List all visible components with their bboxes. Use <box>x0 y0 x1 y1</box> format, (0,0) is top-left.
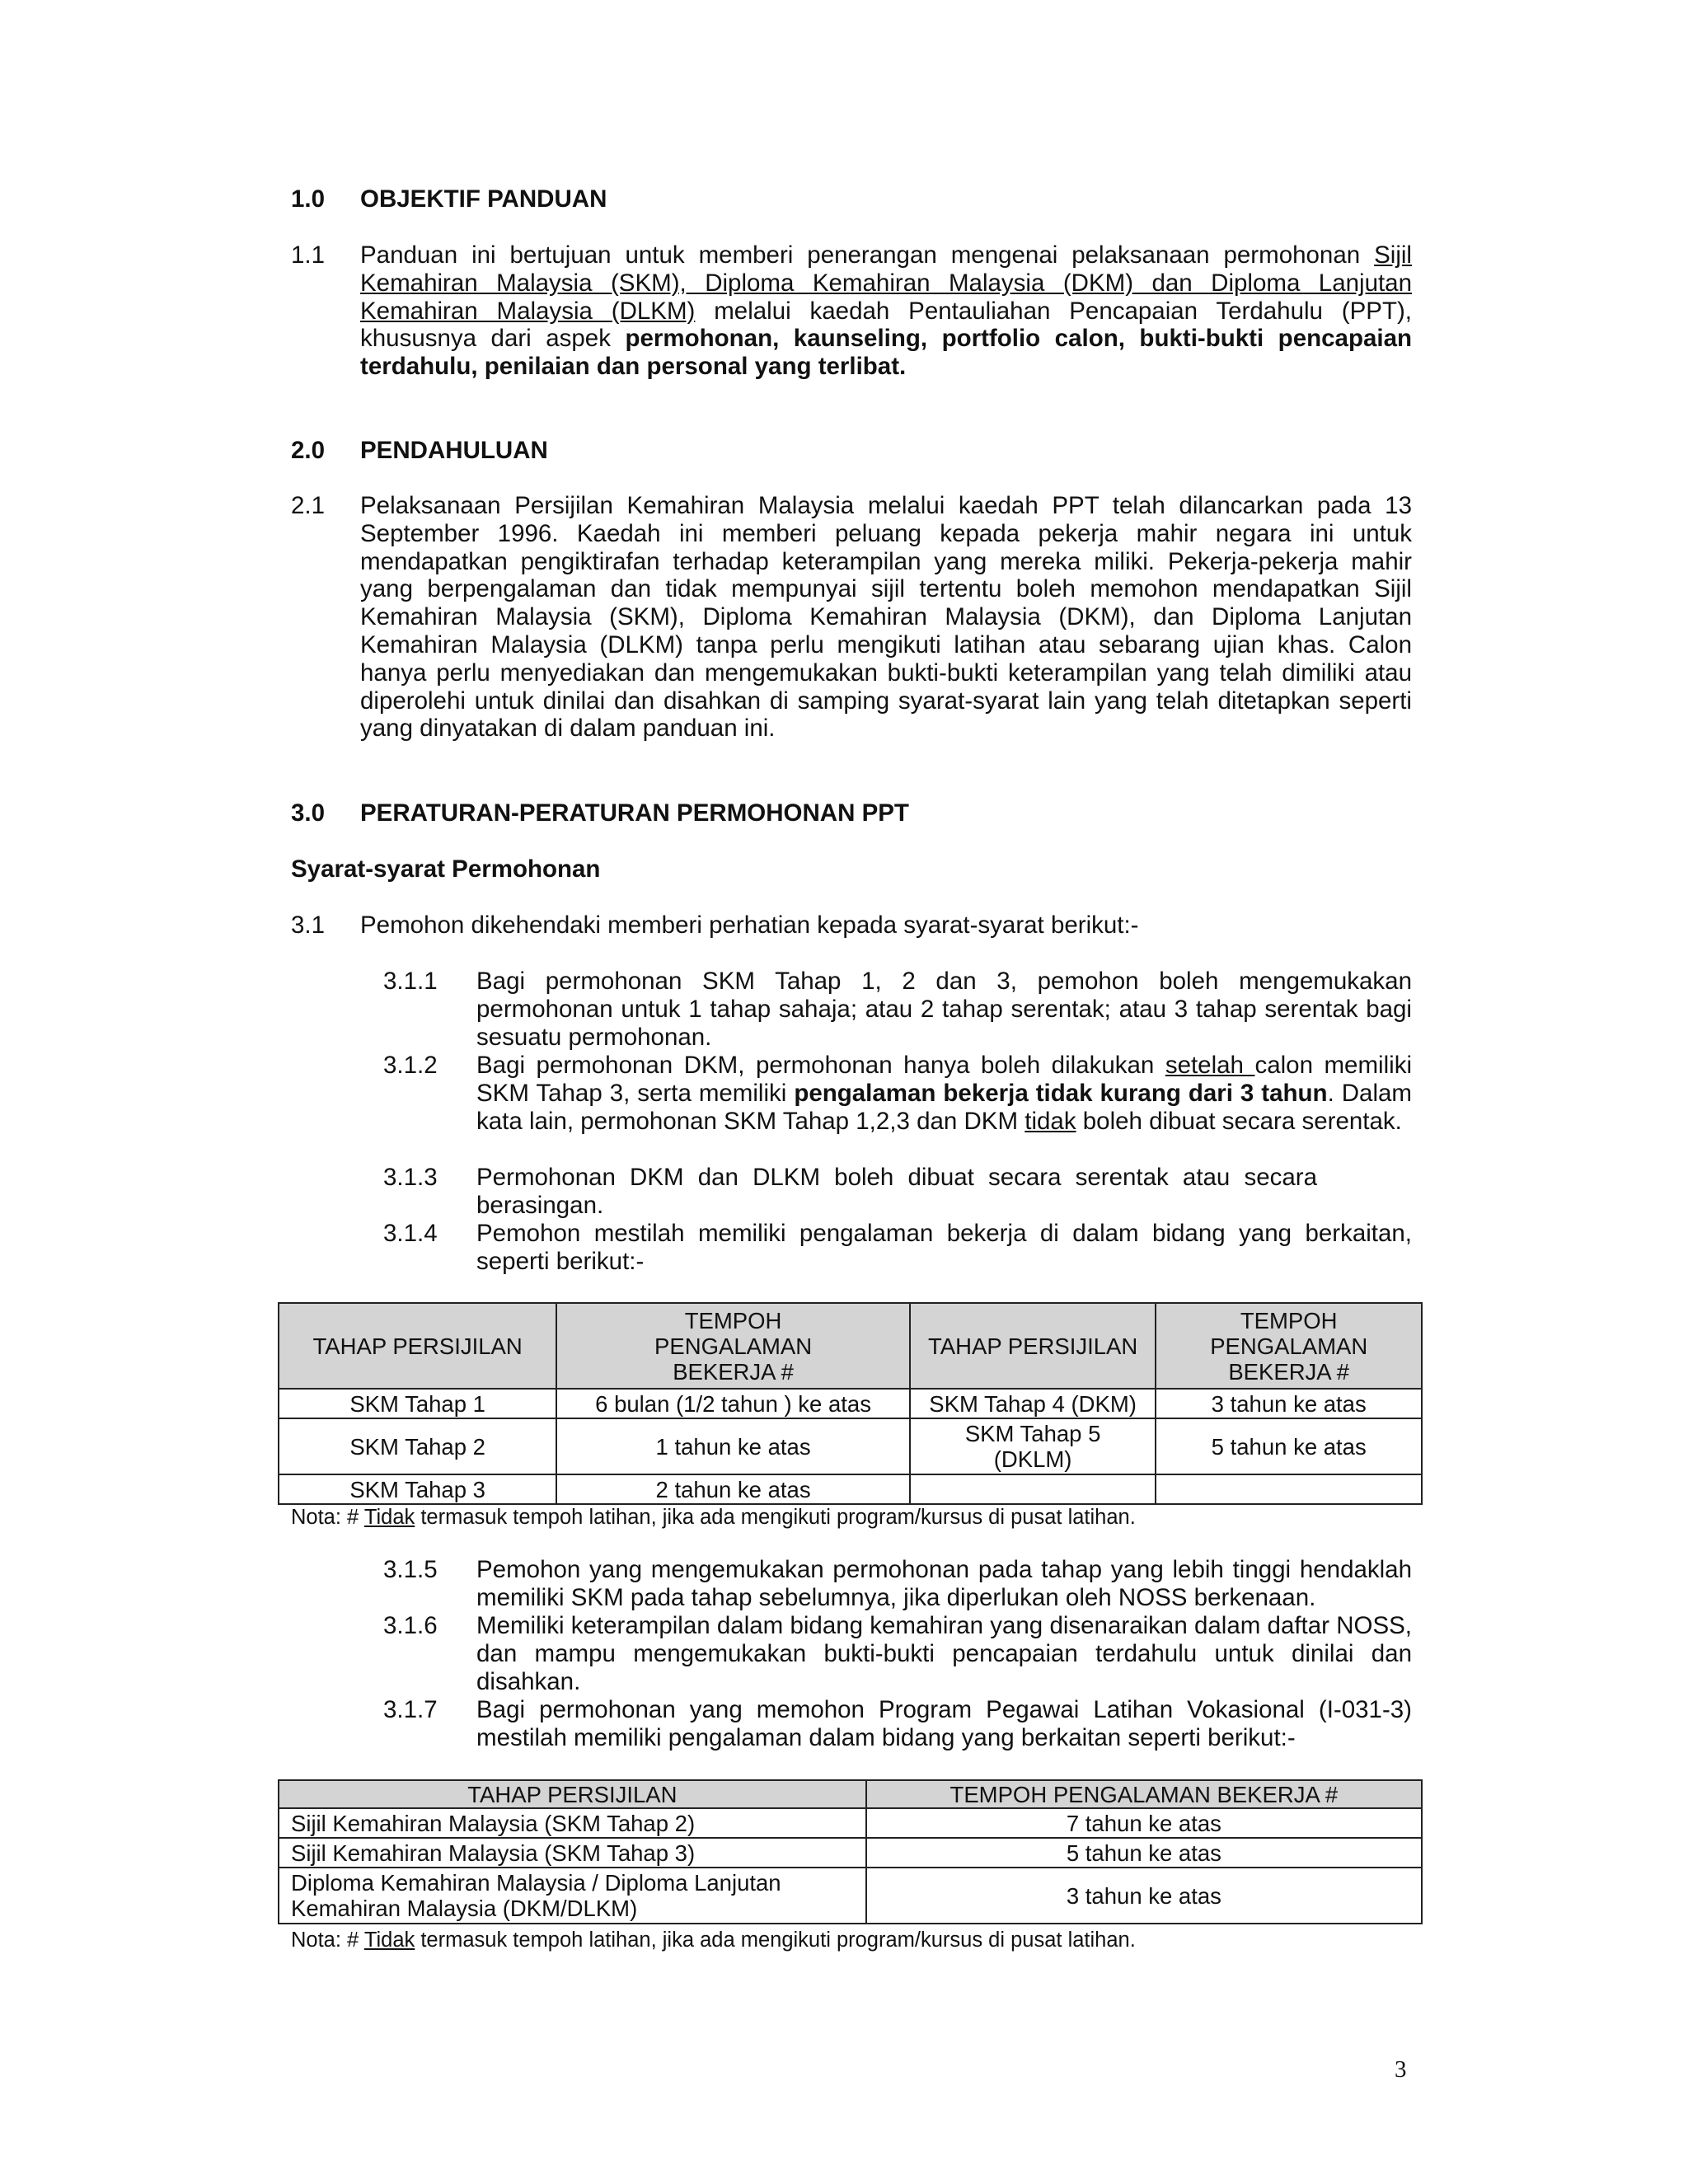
note-text: termasuk tempoh latihan, jika ada mengikuti program/kursus di pusat latihan. <box>415 1929 1136 1952</box>
table-cell: SKM Tahap 2 <box>279 1418 556 1474</box>
paragraph-number: 3.1.2 <box>383 1052 438 1079</box>
note-text: termasuk tempoh latihan, jika ada mengikuti program/kursus di pusat latihan. <box>415 1506 1136 1529</box>
table-note-2 <box>291 1929 1136 1952</box>
table-header-cell: TEMPOH PENGALAMAN BEKERJA # <box>556 1303 910 1389</box>
table-cell: Diploma Kemahiran Malaysia / Diploma Lanjutan Kemahiran Malaysia (DKM/DLKM) <box>279 1868 866 1924</box>
bold-text: pengalaman bekerja tidak kurang dari 3 tahun <box>794 1079 1328 1107</box>
underlined-text: setelah <box>1165 1052 1255 1079</box>
table-row <box>279 1808 1422 1838</box>
table-cell: 1 tahun ke atas <box>556 1418 910 1474</box>
section-number: 3.0 <box>291 799 326 827</box>
paragraph-number: 3.1.1 <box>383 968 438 995</box>
table-row <box>279 1474 1422 1504</box>
paragraph-body: Pelaksanaan Persijilan Kemahiran Malaysia melalui kaedah PPT telah dilancarkan pada 13 September 1996. Kaedah ini memberi peluang kepada pekerja mahir negara ini untuk mendapatkan pengiktirafan terhadap keterampilan yang mereka miliki. Pekerja-pekerja mahir yang berpengalaman dan tidak mempunyai sijil tertentu boleh memohon mendapatkan Sijil Kemahiran Malaysia (SKM), Diploma Kemahiran Malaysia (DKM), dan Diploma Lanjutan Kemahiran Malaysia (DLKM) tanpa perlu mengikuti latihan atau sebarang ujian khas. Calon hanya perlu menyediakan dan mengemukakan bukti-bukti keterampilan yang telah dimiliki atau diperolehi untuk dinilai dan disahkan di samping syarat-syarat lain yang telah ditetapkan seperti yang dinyatakan di dalam panduan ini. <box>360 492 1412 743</box>
paragraph-body <box>476 1052 1412 1135</box>
underlined-text: Tidak <box>363 1506 415 1529</box>
paragraph-body <box>360 241 1412 381</box>
table-cell: Sijil Kemahiran Malaysia (SKM Tahap 3) <box>279 1838 866 1868</box>
bold-text: permohonan, kaunseling, portfolio calon, bukti-bukti pencapaian terdahulu, penilaian dan personal yang terlibat. <box>360 325 1412 381</box>
text-run: melalui kaedah Pentauliahan Pencapaian Terdahulu (PPT), khususnya dari aspek <box>360 297 1412 353</box>
experience-table-2 <box>278 1779 1423 1924</box>
page-number: 3 <box>1395 2056 1407 2083</box>
paragraph-body: Pemohon mestilah memiliki pengalaman bekerja di dalam bidang yang berkaitan, seperti berikut:- <box>476 1220 1412 1275</box>
table-row <box>279 1418 1422 1474</box>
paragraph-number: 3.1.3 <box>383 1164 438 1191</box>
text-run: . Dalam kata lain, permohonan SKM Tahap 1,2,3 dan DKM <box>476 1079 1412 1135</box>
paragraph-body: Permohonan DKM dan DLKM boleh dibuat secara serentak atau secara berasingan. <box>476 1164 1317 1219</box>
table-cell: SKM Tahap 3 <box>279 1474 556 1504</box>
experience-table-1 <box>278 1302 1423 1505</box>
table-cell <box>1156 1474 1422 1504</box>
table-cell: 6 bulan (1/2 tahun ) ke atas <box>556 1389 910 1418</box>
table-cell: 5 tahun ke atas <box>1156 1418 1422 1474</box>
table-cell: 2 tahun ke atas <box>556 1474 910 1504</box>
underlined-text: Tidak <box>363 1929 415 1952</box>
table-header-cell: TAHAP PERSIJILAN <box>279 1303 556 1389</box>
paragraph-body: Bagi permohonan yang memohon Program Pegawai Latihan Vokasional (I-031-3) mestilah memiliki pengalaman dalam bidang yang berkaitan seperti berikut:- <box>476 1696 1412 1751</box>
paragraph-number: 2.1 <box>291 492 326 519</box>
table-cell <box>910 1474 1156 1504</box>
paragraph-number: 3.1.5 <box>383 1556 438 1583</box>
table-row <box>279 1838 1422 1868</box>
table-header-cell: TEMPOH PENGALAMAN BEKERJA # <box>1156 1303 1422 1389</box>
table-cell: Sijil Kemahiran Malaysia (SKM Tahap 2) <box>279 1808 866 1838</box>
table-header-cell: TAHAP PERSIJILAN <box>910 1303 1156 1389</box>
subheading: Syarat-syarat Permohonan <box>291 855 601 883</box>
paragraph-body: Pemohon dikehendaki memberi perhatian kepada syarat-syarat berikut:- <box>360 912 1139 939</box>
table-header-cell: TAHAP PERSIJILAN <box>279 1780 866 1808</box>
paragraph-body: Memiliki keterampilan dalam bidang kemahiran yang disenaraikan dalam daftar NOSS, dan mampu mengemukakan bukti-bukti pencapaian terdahulu untuk dinilai dan disahkan. <box>476 1612 1412 1695</box>
paragraph-body: Bagi permohonan SKM Tahap 1, 2 dan 3, pemohon boleh mengemukakan permohonan untuk 1 tahap sahaja; atau 2 tahap serentak; atau 3 tahap serentak bagi sesuatu permohonan. <box>476 968 1412 1051</box>
table-cell: SKM Tahap 5 (DKLM) <box>910 1418 1156 1474</box>
table-cell: SKM Tahap 4 (DKM) <box>910 1389 1156 1418</box>
table-cell: 7 tahun ke atas <box>866 1808 1422 1838</box>
underlined-text: Sijil Kemahiran Malaysia (SKM), Diploma Kemahiran Malaysia (DKM) dan Diploma Lanjutan Kemahiran Malaysia (DLKM) <box>360 241 1412 325</box>
text-run: boleh dibuat secara serentak. <box>1076 1107 1402 1135</box>
paragraph-number: 3.1 <box>291 912 326 939</box>
section-title: PENDAHULUAN <box>360 437 548 464</box>
note-prefix: Nota: # <box>291 1506 364 1529</box>
table-header-row <box>279 1780 1422 1808</box>
paragraph-number: 3.1.4 <box>383 1220 438 1247</box>
table-cell: SKM Tahap 1 <box>279 1389 556 1418</box>
table-header-row <box>279 1303 1422 1389</box>
underlined-text: tidak <box>1025 1107 1076 1135</box>
table-row <box>279 1389 1422 1418</box>
paragraph-number: 3.1.7 <box>383 1696 438 1723</box>
paragraph-body: Pemohon yang mengemukakan permohonan pada tahap yang lebih tinggi hendaklah memiliki SKM pada tahap sebelumnya, jika diperlukan oleh NOSS berkenaan. <box>476 1556 1412 1611</box>
table-cell: 3 tahun ke atas <box>866 1868 1422 1924</box>
text-run: calon memiliki SKM Tahap 3, serta memiliki <box>476 1052 1412 1107</box>
section-number: 1.0 <box>291 185 326 213</box>
section-number: 2.0 <box>291 437 326 464</box>
note-prefix: Nota: # <box>291 1929 364 1952</box>
paragraph-number: 3.1.6 <box>383 1612 438 1639</box>
section-title: OBJEKTIF PANDUAN <box>360 185 607 213</box>
table-cell: 3 tahun ke atas <box>1156 1389 1422 1418</box>
table-cell: 5 tahun ke atas <box>866 1838 1422 1868</box>
table-header-cell: TEMPOH PENGALAMAN BEKERJA # <box>866 1780 1422 1808</box>
text-run: Panduan ini bertujuan untuk memberi penerangan mengenai pelaksanaan permohonan <box>360 241 1375 269</box>
section-title: PERATURAN-PERATURAN PERMOHONAN PPT <box>360 799 909 827</box>
table-note-1 <box>291 1506 1136 1530</box>
text-run: Bagi permohonan DKM, permohonan hanya boleh dilakukan <box>476 1052 1165 1079</box>
table-row <box>279 1868 1422 1924</box>
paragraph-number: 1.1 <box>291 241 326 269</box>
